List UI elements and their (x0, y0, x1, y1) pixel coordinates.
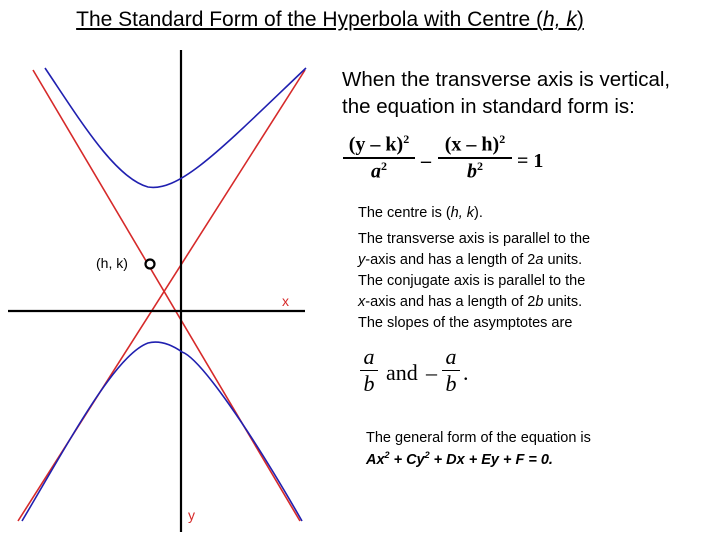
x-axis-label: x (282, 293, 289, 309)
minus-sign: – (421, 150, 431, 172)
centre-point (146, 260, 155, 269)
y-term-numerator: (y – k)$^2$ (348, 132, 410, 156)
transverse-note-2: y-axis and has a length of 2a units. (358, 252, 583, 268)
general-form-equation: $Ax^2 + Cy^2 + Dx + Ey + F = 0$. (366, 450, 553, 468)
y-term-denominator: $a^2$ (371, 158, 387, 183)
fraction-y-term (343, 132, 415, 183)
standard-form-equation (343, 132, 563, 194)
general-form-label: The general form of the equation is (366, 430, 591, 446)
slopes-and: and (386, 360, 418, 385)
hyperbola-graph (0, 0, 330, 539)
conjugate-note-2: x-axis and has a length of 2b units. (358, 294, 583, 310)
x-term-numerator: (x – h)$^2$ (444, 132, 506, 156)
centre-note: The centre is (h, k). (358, 205, 483, 221)
asymptote-slopes (360, 344, 490, 404)
slopes-period: . (463, 360, 469, 385)
conjugate-note-1: The conjugate axis is parallel to the (358, 273, 586, 289)
asymptote-line-1 (33, 70, 300, 521)
slopes-minus: – (426, 360, 437, 385)
x-term-denominator: $b^2$ (467, 158, 483, 183)
intro-line-1: When the transverse axis is vertical, (342, 68, 671, 91)
intro-line-2: the equation in standard form is: (342, 95, 635, 118)
equals-one: = 1 (517, 150, 544, 172)
title-prefix: The Standard Form of the Hyperbola with Centre ( (76, 8, 544, 31)
hyperbola-lower-branch (22, 342, 302, 521)
title-hk: h, k (543, 8, 577, 31)
centre-label: (h, k) (96, 255, 128, 271)
fraction-x-term (438, 132, 512, 183)
transverse-note-1: The transverse axis is parallel to the (358, 231, 591, 247)
slopes-note: The slopes of the asymptotes are (358, 315, 573, 331)
slope-positive: a b (360, 344, 378, 397)
hyperbola-upper-branch (45, 68, 306, 187)
slope-negative: a b (442, 344, 460, 397)
title-suffix: ) (576, 8, 584, 31)
y-axis-label: y (188, 507, 195, 523)
intro-text (342, 66, 670, 120)
